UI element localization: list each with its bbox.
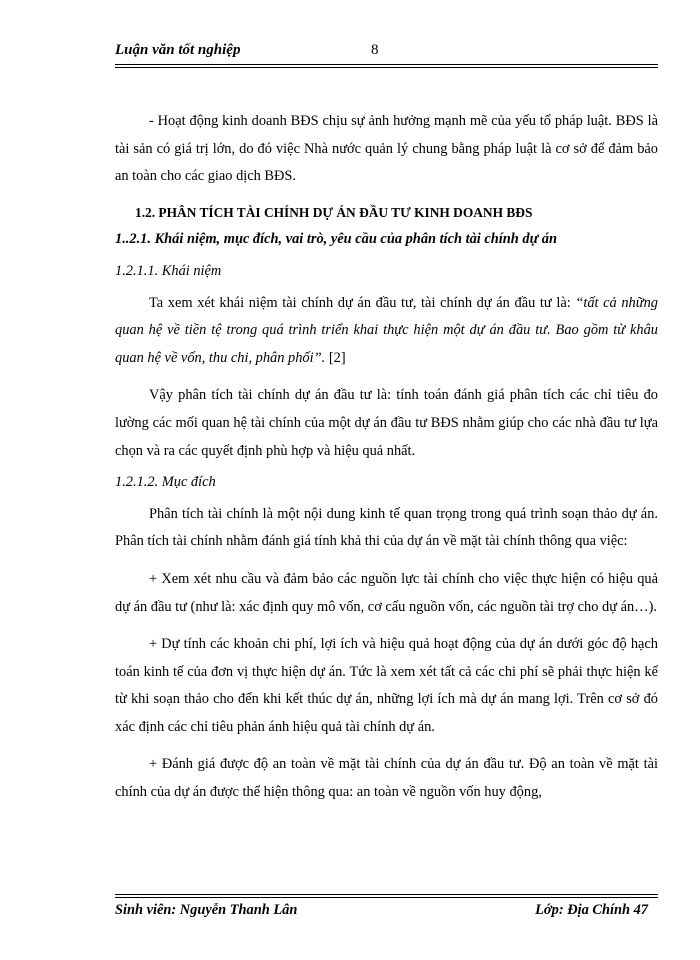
section-heading: 1.2. PHÂN TÍCH TÀI CHÍNH DỰ ÁN ĐẦU TƯ KINH DOANH BĐS [135, 204, 533, 220]
header-rule-top [115, 64, 658, 65]
page-header [115, 40, 658, 64]
footer-rule-top [115, 894, 658, 895]
definition-lead: Ta xem xét khái niệm tài chính dự án đầu tư, tài chính dự án đầu tư là: [149, 294, 576, 311]
document-body [115, 108, 658, 807]
footer-student: Sinh viên: Nguyễn Thanh Lân [115, 902, 298, 918]
paragraph-definition [115, 290, 658, 373]
paragraph-costs: + Dự tính các khoản chi phí, lợi ích và hiệu quả hoạt động của dự án dưới góc độ hạch toán kinh tế của đơn vị thực hiện dự án. Tức là xem xét tất cả các chi phí sẽ phải thực hiện kể từ khi soạn thảo cho đến khi kết thúc dự án, những lợi ích mà dự án mang lợi. Trên cơ sở đó xác định các chỉ tiêu phản ánh hiệu quả tài chính dự án. [115, 636, 658, 735]
subsection-heading: 1..2.1. Khái niệm, mục đích, vai trò, yêu cầu của phân tích tài chính dự án [115, 231, 557, 248]
definition-reference: [2] [325, 349, 346, 366]
paragraph-resources: + Xem xét nhu cầu và đảm bảo các nguồn lực tài chính cho việc thực hiện có hiệu quả dự án đầu tư (như là: xác định quy mô vốn, cơ cấu nguồn vốn, các nguồn tài trợ cho dự án…). [115, 570, 658, 615]
definition-quote: “tất cả những quan hệ về tiền tệ trong quá trình triển khai thực hiện một dự án đầu tư. Bao gồm từ khâu quan hệ về vốn, thu chi, phân phối”. [115, 294, 658, 366]
page-number: 8 [371, 42, 379, 58]
page-footer [115, 902, 658, 926]
paragraph-purpose: Phân tích tài chính là một nội dung kinh tế quan trọng trong quá trình soạn thảo dự án. Phân tích tài chính nhằm đánh giá tính khả thi của dự án về mặt tài chính thông qua việc: [115, 505, 658, 550]
paragraph-legal: - Hoạt động kinh doanh BĐS chịu sự ảnh hưởng mạnh mẽ của yếu tố pháp luật. BĐS là tài sản có giá trị lớn, do đó việc Nhà nước quản lý chung bằng pháp luật là cơ sở để đảm bảo an toàn cho các giao dịch BĐS. [115, 113, 658, 185]
header-rule-bottom [115, 67, 658, 68]
heading-khai-niem: 1.2.1.1. Khái niệm [115, 262, 222, 279]
footer-rule-bottom [115, 897, 658, 898]
heading-muc-dich: 1.2.1.2. Mục đích [115, 474, 216, 491]
footer-class: Lớp: Địa Chính 47 [535, 902, 648, 918]
paragraph-analysis: Vậy phân tích tài chính dự án đầu tư là: tính toán đánh giá phân tích các chỉ tiêu đo lường các mối quan hệ tài chính của một dự án đầu tư BĐS nhằm giúp cho các nhà đầu tư lựa chọn và ra các quyết định phù hợp và hiệu quả nhất. [115, 387, 658, 459]
paragraph-safety: + Đánh giá được độ an toàn về mặt tài chính của dự án đầu tư. Độ an toàn về mặt tài chính của dự án được thể hiện thông qua: an toàn về nguồn vốn huy động, [115, 756, 658, 801]
header-title: Luận văn tốt nghiệp [115, 42, 241, 58]
